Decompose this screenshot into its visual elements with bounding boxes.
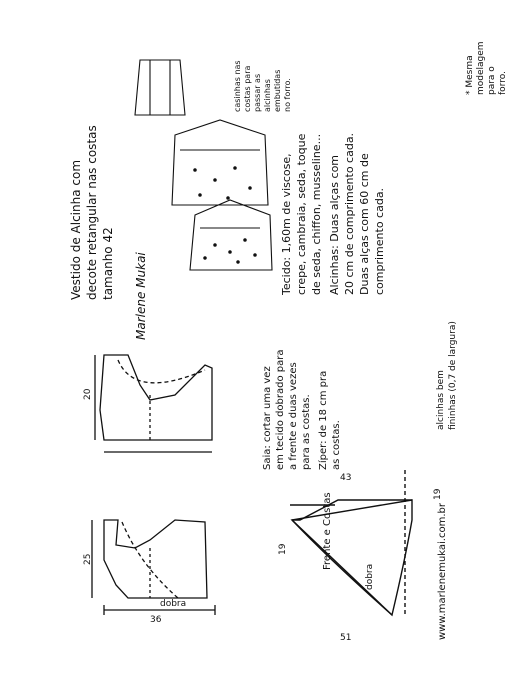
measure-20: 20 [83,388,93,400]
facing-line4: forro. [498,71,508,95]
skirt-fold-label: dobra [365,563,375,590]
measure-19a: 19 [278,543,288,555]
straps-line4: comprimento cada. [373,187,386,295]
sew-line2: em tecido dobrado para [275,349,286,470]
loops-line3: passar as [253,73,262,112]
fabric-line2: crepe, cambraia, seda, toque [295,133,308,295]
measure-51: 51 [340,633,352,643]
bodice-detail-sketch [135,60,185,115]
facing-line1: * Mesma [465,55,475,95]
front-bodice-fold-label: dobra [160,599,187,609]
loops-line5: embutidas [273,69,282,112]
measure-25: 25 [83,553,93,565]
skirt-piece [290,470,412,615]
loops-line4: alcinhas [263,79,272,112]
loops-line1: casinhas nas [233,60,242,112]
sew-line3: a frente e duas vezes [288,362,299,470]
title-line1: Vestido de Alcinha com [69,159,83,300]
facing-line3: para o [487,66,497,95]
signature: Marlene Mukai [134,252,148,340]
back-bodice-piece [95,355,212,452]
title-line2: decote retangular nas costas [85,125,99,300]
zipper-line1: Zíper: de 18 cm pra [318,370,329,470]
straps-line2: 20 cm de comprimento cada. [343,132,356,295]
fabric-line1: Tecido: 1,60m de viscose, [280,153,293,295]
fabric-line3: de seda, chiffon, musseline... [310,133,323,295]
sew-line4: para as costas. [301,394,312,470]
strap-note-line2: fininhas (0,7 de largura) [448,321,458,430]
straps-line3: Duas alças com 60 cm de [358,153,371,295]
loops-line2: costas para [243,65,252,112]
straps-line1: Alcinhas: Duas alças com [328,154,341,295]
front-bodice-piece [92,520,215,615]
title-line3: tamanho 42 [101,227,115,300]
strap-note-line1: alcinhas bem [436,370,446,430]
zipper-line2: as costas. [331,420,342,470]
sew-line1: Saia: cortar uma vez [262,366,273,470]
dress-illustration-back [172,120,268,205]
measure-43: 43 [340,473,352,483]
dress-illustration-front [190,200,272,270]
measure-36: 36 [150,615,162,625]
facing-line2: modelagem [476,41,486,95]
skirt-label: Frente e Costas [322,492,333,570]
loops-line6: no forro. [283,78,292,112]
website: www.marlenemukai.com.br [437,503,448,640]
measure-19b: 19 [433,488,443,500]
